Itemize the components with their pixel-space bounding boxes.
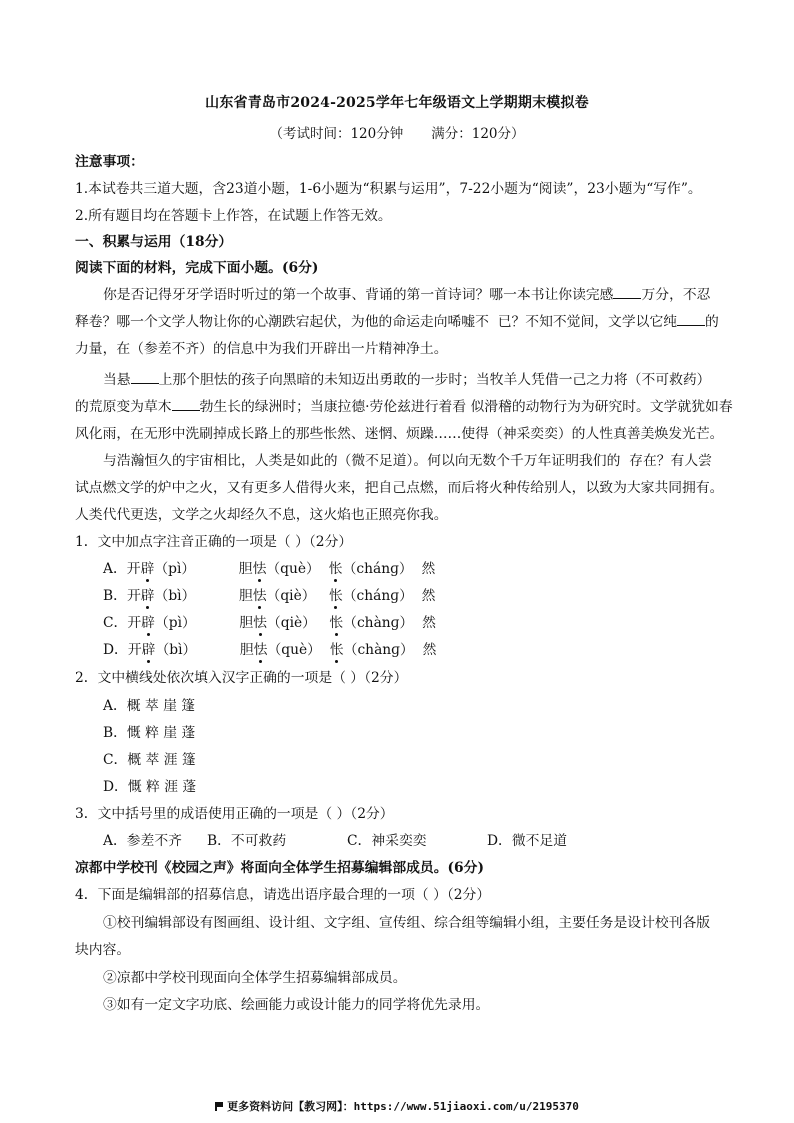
passage-text: 释卷？哪一个文学人物让你的心潮跌宕起伏，为他的命运走向唏嘘不 — [75, 314, 489, 330]
passage-text: 已？不知不觉间，文学以它纯 — [497, 314, 678, 330]
pinyin: （pì） — [154, 561, 196, 577]
question-3-option-a: A．参差不齐 — [103, 833, 182, 849]
question-1-option-d — [103, 638, 436, 658]
option-word-3 — [329, 557, 436, 577]
dotted-char: 辟 — [142, 638, 156, 658]
pinyin: （què） — [266, 561, 320, 577]
question-2-option-d: D．慨 粹 涯 蓬 — [103, 779, 197, 795]
question-2-stem: 2．文中横线处依次填入汉字正确的一项是（ ）（2分） — [75, 670, 408, 686]
passage-text: 存在？有人尝 — [629, 453, 712, 469]
question-2-option-b: B．慨 粹 崖 蓬 — [103, 725, 196, 741]
dotted-char: 怅 — [329, 611, 343, 631]
option-word-1 — [127, 557, 239, 577]
passage-text: 上那个胆怯的孩子向黑暗的未知迈出勇敢的一步时；当牧羊人凭借一己之力将（不可救药） — [158, 372, 711, 388]
section1-heading: 一、积累与运用（18分） — [75, 234, 233, 250]
pinyin: （bì） — [155, 642, 197, 658]
fill-blank — [131, 371, 159, 384]
option-word-2 — [239, 584, 329, 604]
option-word-3 — [329, 611, 436, 631]
pinyin: （bì） — [154, 588, 196, 604]
pinyin: （chánɡ） — [342, 561, 413, 577]
option-word-2 — [240, 638, 330, 658]
passage-line — [75, 395, 733, 415]
dotted-char: 辟 — [141, 611, 155, 631]
passage-text: 的荒原变为草木 — [75, 399, 172, 415]
section2-instruction: 凉都中学校刊《校园之声》将面向全体学生招募编辑部成员。(6分) — [75, 860, 484, 876]
exam-score: 满分：120分） — [431, 126, 525, 142]
option-letter: C． — [103, 615, 128, 631]
pinyin: （què） — [267, 642, 321, 658]
footer-link-line — [0, 1098, 794, 1114]
question-4-sentence-2: ②凉都中学校刊现面向全体学生招募编辑部成员。 — [103, 970, 407, 986]
pinyin: （chánɡ） — [342, 588, 413, 604]
exam-title: 山东省青岛市2024-2025学年七年级语文上学期期末模拟卷 — [205, 95, 589, 111]
passage-line: 试点燃文学的炉中之火，又有更多人借得火来，把自己点燃，而后将火种传给别人，以致为大家共同拥有。 — [75, 480, 724, 496]
dotted-char: 怅 — [329, 584, 343, 604]
question-3-option-b: B．不可救药 — [207, 833, 287, 849]
option-word-1 — [128, 638, 240, 658]
option-word-1 — [127, 584, 239, 604]
notice-item-2: 2.所有题目均在答题卡上作答，在试题上作答无效。 — [75, 208, 392, 224]
option-letter: D． — [103, 642, 128, 658]
option-char: 胆 — [239, 642, 254, 658]
option-char: 开 — [126, 561, 141, 577]
passage-text: 当悬 — [103, 372, 131, 388]
question-1-option-c — [103, 611, 436, 631]
option-word-3 — [329, 584, 436, 604]
question-4-sentence-1-cont: 块内容。 — [75, 942, 131, 958]
option-char: 然 — [421, 561, 436, 577]
dotted-char: 怅 — [330, 638, 344, 658]
pinyin: （qiè） — [266, 588, 316, 604]
question-3-stem: 3．文中括号里的成语使用正确的一项是（ ）（2分） — [75, 806, 394, 822]
option-char: 胆 — [238, 561, 253, 577]
dotted-char: 怯 — [253, 584, 267, 604]
question-1-stem: 1．文中加点字注音正确的一项是（ ）（2分） — [75, 534, 353, 550]
option-char: 胆 — [238, 588, 253, 604]
passage-text: 与浩瀚恒久的宇宙相比，人类是如此的（微不足道）。何以向无数个千万年证明我们的 — [103, 453, 621, 469]
section1-instruction: 阅读下面的材料，完成下面小题。(6分) — [75, 260, 319, 276]
option-char: 然 — [422, 615, 436, 631]
dotted-char: 怯 — [253, 557, 267, 577]
passage-line: 风化雨，在无形中洗刷掉成长路上的那些怅然、迷惘、烦躁……使得（神采奕奕）的人性真善美焕发光芒。 — [75, 426, 724, 442]
dotted-char: 怯 — [253, 611, 267, 631]
notice-heading: 注意事项： — [75, 154, 144, 170]
passage-line — [103, 449, 712, 469]
question-3-options — [103, 829, 567, 849]
passage-text: 你是否记得牙牙学语时听过的第一个故事、背诵的第一首诗词？哪一本书让你读完感 — [103, 287, 614, 303]
pinyin: （chànɡ） — [343, 642, 414, 658]
option-letter: B． — [103, 588, 127, 604]
pinyin: （pì） — [154, 615, 196, 631]
option-word-2 — [239, 611, 329, 631]
passage-line — [75, 310, 719, 330]
question-2-option-c: C．概 萃 涯 篷 — [103, 752, 196, 768]
dotted-char: 怯 — [254, 638, 268, 658]
fill-blank — [172, 398, 200, 411]
flag-icon — [215, 1102, 223, 1111]
notice-item-1: 1.本试卷共三道大题，含23道小题，1-6小题为“积累与运用”，7-22小题为“阅读”，23小题为“写作”。 — [75, 181, 702, 197]
passage-text: 万分，不忍 — [641, 287, 711, 303]
dotted-char: 辟 — [141, 584, 155, 604]
passage-text: 似滑稽的动物行为为研究时。文学就犹如春 — [470, 399, 733, 415]
passage-line — [103, 368, 710, 388]
pinyin: （chànɡ） — [343, 615, 414, 631]
dotted-char: 怅 — [329, 557, 343, 577]
passage-line: 力量，在（参差不齐）的信息中为我们开辟出一片精神净土。 — [75, 341, 448, 357]
question-1-option-b — [103, 584, 435, 604]
question-3-option-d: D．微不足道 — [487, 833, 568, 849]
option-letter: A． — [103, 561, 127, 577]
option-word-3 — [330, 638, 437, 658]
option-word-1 — [127, 611, 239, 631]
fill-blank — [613, 286, 641, 299]
question-2-option-a: A．概 萃 崖 篷 — [103, 698, 196, 714]
footer-link[interactable]: 更多资料访问【教习网】：https://www.51jiaoxi.com/u/2195370 — [227, 1100, 579, 1113]
question-1-option-a — [103, 557, 435, 577]
question-3-option-c: C．神采奕奕 — [347, 833, 427, 849]
exam-time: （考试时间：120分钟 — [269, 126, 404, 142]
passage-line — [103, 283, 710, 303]
passage-line: 人类代代更迭，文学之火却经久不息，这火焰也正照亮你我。 — [75, 507, 448, 523]
option-char: 胆 — [239, 615, 254, 631]
fill-blank — [677, 313, 705, 326]
question-4-sentence-1: ①校刊编辑部设有图画组、设计组、文字组、宣传组、综合组等编辑小组，主要任务是设计校刊各版 — [103, 915, 711, 931]
exam-subtitle — [0, 122, 794, 142]
option-char: 然 — [422, 642, 437, 658]
option-char: 开 — [126, 588, 141, 604]
option-char: 开 — [127, 642, 142, 658]
option-word-2 — [239, 557, 329, 577]
question-4-sentence-3: ③如有一定文字功底、绘画能力或设计能力的同学将优先录用。 — [103, 997, 490, 1013]
option-char: 然 — [421, 588, 436, 604]
pinyin: （qiè） — [266, 615, 316, 631]
option-char: 开 — [127, 615, 142, 631]
question-4-stem: 4．下面是编辑部的招募信息，请选出语序最合理的一项（ ）（2分） — [75, 887, 491, 903]
passage-text: 勃生长的绿洲时；当康拉德·劳伦兹进行着看 — [199, 399, 467, 415]
passage-text: 的 — [705, 314, 719, 330]
dotted-char: 辟 — [141, 557, 155, 577]
